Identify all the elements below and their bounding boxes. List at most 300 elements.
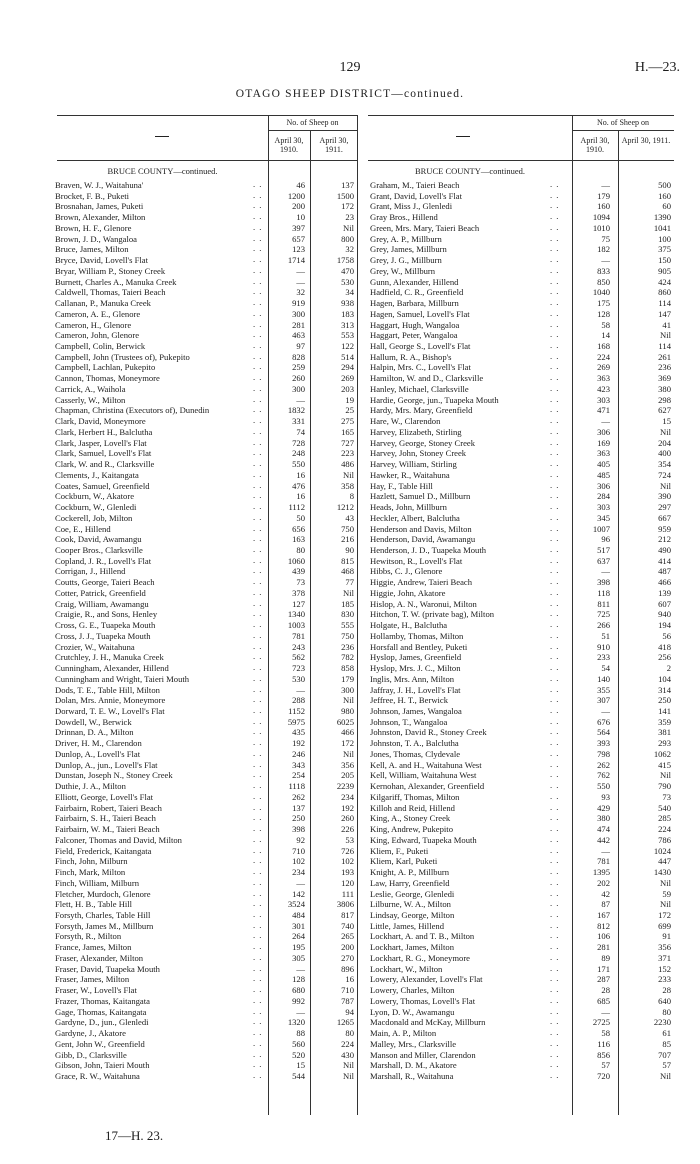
- leader-dots: . .: [253, 1070, 263, 1080]
- sheep-count-1910: 163: [292, 534, 305, 545]
- sheep-count-1910: 550: [597, 781, 610, 792]
- sheep-count-1910: 331: [292, 416, 305, 427]
- sheep-count-1911: 56: [662, 630, 671, 641]
- holder-name: Harvey, John, Stoney Creek: [370, 448, 467, 459]
- leader-dots: . .: [253, 264, 263, 275]
- table-row: [55, 320, 357, 330]
- holder-name: Kell, A. and H., Waitahuna West: [370, 759, 482, 770]
- holder-name: Harvey, William, Stirling: [370, 459, 457, 470]
- holder-name: Heads, John, Millburn: [370, 502, 447, 513]
- holder-name: Law, Harry, Greenfield: [370, 877, 450, 888]
- holder-name: Dorward, T. E. W., Lovell's Flat: [55, 706, 165, 716]
- sheep-count-1910: 398: [597, 577, 610, 588]
- leader-dots: . .: [253, 1048, 263, 1059]
- table-row: [55, 609, 357, 619]
- sheep-count-1911: 466: [341, 727, 354, 738]
- sheep-count-1911: Nil: [343, 748, 354, 759]
- sheep-count-1911: 1430: [653, 867, 671, 878]
- holder-name: Dowdell, W., Berwick: [55, 716, 132, 727]
- leader-dots: . .: [253, 651, 263, 662]
- sheep-count-1910: 306: [597, 480, 610, 491]
- sheep-count-1910: 1340: [287, 609, 305, 620]
- table-row: [55, 695, 357, 705]
- holder-name: Coutts, George, Taieri Beach: [55, 577, 155, 588]
- leader-dots: . .: [253, 586, 263, 597]
- sheep-count-1911: 707: [658, 1049, 671, 1060]
- leader-dots: . .: [253, 404, 263, 415]
- leader-dots: . .: [550, 221, 560, 232]
- sheep-count-1910: 811: [597, 598, 610, 609]
- leader-dots: . .: [550, 790, 560, 801]
- table-row: [370, 770, 674, 780]
- leader-dots: . .: [253, 672, 263, 683]
- header-col-1911-left: April 30, 1911.: [319, 136, 349, 154]
- sheep-count-1911: 858: [341, 663, 354, 674]
- table-row: [370, 1060, 674, 1070]
- sheep-count-1911: 256: [658, 652, 671, 663]
- leader-dots: . .: [550, 608, 560, 619]
- table-row: [55, 803, 357, 813]
- sheep-count-1910: 380: [597, 813, 610, 824]
- holder-name: Hislop, A. N., Waronui, Milton: [370, 598, 477, 609]
- leader-dots: . .: [550, 833, 560, 844]
- leader-dots: . .: [550, 994, 560, 1005]
- sheep-count-1911: 424: [658, 276, 671, 287]
- table-row: [370, 438, 674, 448]
- sheep-count-1910: 550: [292, 459, 305, 470]
- holder-name: Flett, H. B., Table Hill: [55, 899, 133, 910]
- holder-name: Cockerell, Job, Milton: [55, 512, 133, 523]
- sheep-count-1910: 233: [597, 652, 610, 663]
- leader-dots: . .: [253, 715, 263, 726]
- footer-reference: 17—H. 23.: [105, 1128, 164, 1143]
- sheep-count-1911: 3806: [336, 899, 354, 910]
- table-row: [55, 556, 357, 566]
- table-row: [55, 180, 357, 190]
- sheep-count-1910: 202: [597, 877, 610, 888]
- leader-dots: . .: [253, 468, 263, 479]
- holder-name: Clements, J., Kaitangata: [55, 469, 139, 480]
- header-sheep-group-right: No. of Sheep on: [597, 118, 649, 127]
- leader-dots: . .: [253, 994, 263, 1005]
- sheep-count-1911: 1062: [653, 748, 671, 759]
- sheep-count-1910: 15: [296, 1060, 305, 1071]
- sheep-count-1911: 23: [345, 212, 354, 223]
- sheep-count-1911: 710: [341, 985, 354, 996]
- table-row: [55, 234, 357, 244]
- holder-name: Brown, H. F., Glenore: [55, 222, 132, 233]
- leader-dots: . .: [550, 318, 560, 329]
- sheep-count-1911: 380: [658, 383, 671, 394]
- sheep-count-1910: 1395: [592, 867, 610, 878]
- table-row: [55, 534, 357, 544]
- leader-dots: . .: [550, 629, 560, 640]
- sheep-count-1911: 204: [658, 437, 671, 448]
- holder-name: Hibbs, C. J., Glenore: [370, 566, 443, 577]
- table-row: [370, 781, 674, 791]
- sheep-count-1911: 1390: [653, 212, 671, 223]
- leader-dots: . .: [253, 382, 263, 393]
- sheep-count-1910: 725: [597, 609, 610, 620]
- holder-name: Brown, J. D., Wangaloa: [55, 233, 137, 244]
- leader-dots: . .: [253, 200, 263, 211]
- table-row: [55, 964, 357, 974]
- table-row: [370, 309, 674, 319]
- holder-name: Leslie, George, Glenledi: [370, 888, 455, 899]
- region-heading-right: BRUCE COUNTY—continued.: [414, 166, 526, 176]
- leader-dots: . .: [550, 200, 560, 211]
- holder-name: Cross, G. E., Tuapeka Mouth: [55, 620, 156, 631]
- sheep-count-1910: 102: [292, 856, 305, 867]
- leader-dots: . .: [253, 275, 263, 286]
- holder-name: Clark, Samuel, Lovell's Flat: [55, 448, 152, 459]
- sheep-count-1911: 817: [341, 909, 354, 920]
- sheep-count-1910: 637: [597, 555, 610, 566]
- holder-name: Kernohan, Alexander, Greenfield: [370, 781, 485, 792]
- holder-name: Forsyth, Charles, Table Hill: [55, 909, 151, 920]
- leader-dots: . .: [550, 1037, 560, 1048]
- table-row: [370, 695, 674, 705]
- leader-dots: . .: [253, 1059, 263, 1070]
- table-row: [370, 824, 674, 834]
- leader-dots: . .: [253, 705, 263, 715]
- table-row: [370, 985, 674, 995]
- sheep-count-1911: 490: [658, 544, 671, 555]
- leader-dots: . .: [550, 468, 560, 479]
- leader-dots: . .: [253, 189, 263, 200]
- leader-dots: . .: [253, 232, 263, 243]
- sheep-count-1911: 667: [658, 512, 671, 523]
- leader-dots: . .: [253, 941, 263, 952]
- header-top-rule-right: [368, 115, 674, 116]
- sheep-count-1910: —: [296, 276, 305, 287]
- leader-dots: . .: [550, 823, 560, 834]
- holder-name: Fraser, David, Tuapeka Mouth: [55, 963, 160, 974]
- sheep-count-1910: 142: [292, 888, 305, 899]
- sheep-count-1910: 781: [292, 630, 305, 641]
- table-row: [370, 180, 674, 190]
- sheep-count-1911: 160: [658, 190, 671, 201]
- leader-dots: . .: [550, 597, 560, 608]
- holder-name: Dods, T. E., Table Hill, Milton: [55, 684, 160, 695]
- sheep-count-1910: 137: [292, 802, 305, 813]
- sheep-count-1911: 640: [658, 995, 671, 1006]
- sheep-count-1910: 88: [296, 1028, 305, 1039]
- table-row: [55, 588, 357, 598]
- holder-name: Brocket, F. B., Puketi: [55, 190, 130, 201]
- leader-dots: . .: [253, 297, 263, 308]
- table-row: [370, 706, 674, 716]
- leader-dots: . .: [550, 350, 560, 361]
- sheep-count-1910: 676: [597, 716, 610, 727]
- sheep-count-1910: 856: [597, 1049, 610, 1060]
- sheep-count-1910: —: [601, 706, 610, 716]
- sheep-count-1911: 261: [658, 351, 671, 362]
- table-row: [370, 974, 674, 984]
- sheep-count-1911: 28: [662, 985, 671, 996]
- sheep-count-1911: 91: [662, 931, 671, 942]
- sheep-count-1910: 833: [597, 265, 610, 276]
- sheep-count-1911: 555: [341, 620, 354, 631]
- sheep-count-1911: 782: [341, 652, 354, 663]
- leader-dots: . .: [550, 179, 560, 189]
- holder-name: Gray Bros., Hillend: [370, 212, 438, 223]
- table-row: [55, 287, 357, 297]
- table-row: [370, 513, 674, 523]
- leader-dots: . .: [253, 436, 263, 447]
- table-row: [55, 878, 357, 888]
- sheep-count-1910: 171: [597, 963, 610, 974]
- leader-dots: . .: [253, 425, 263, 436]
- sheep-count-1911: 90: [345, 544, 354, 555]
- holder-name: Malley, Mrs., Clarksville: [370, 1038, 457, 1049]
- leader-dots: . .: [253, 393, 263, 404]
- sheep-count-1911: 172: [658, 909, 671, 920]
- table-row: [370, 491, 674, 501]
- sheep-count-1911: 139: [658, 587, 671, 598]
- sheep-count-1911: Nil: [660, 770, 671, 781]
- leader-dots: . .: [550, 866, 560, 877]
- holder-name: Hall, George S., Lovell's Flat: [370, 341, 471, 352]
- sheep-count-1911: 2: [666, 663, 671, 674]
- table-row: [55, 277, 357, 287]
- leader-dots: . .: [253, 790, 263, 801]
- table-row: [55, 1017, 357, 1027]
- header-bottom-rule-right: [368, 160, 674, 161]
- holder-name: Jones, Thomas, Clydevale: [370, 748, 461, 759]
- sheep-count-1910: 118: [597, 587, 610, 598]
- sheep-count-1911: 236: [658, 362, 671, 373]
- table-row: [55, 341, 357, 351]
- sheep-count-1910: 1832: [287, 405, 305, 416]
- sheep-count-1911: 260: [341, 813, 354, 824]
- sheep-count-1910: 168: [597, 341, 610, 352]
- holder-name: Lockhart, A. and T. B., Milton: [370, 931, 475, 942]
- leader-dots: . .: [253, 726, 263, 737]
- leader-dots: . .: [550, 372, 560, 383]
- sheep-count-1910: 355: [597, 684, 610, 695]
- holder-name: Dunlop, A., Lovell's Flat: [55, 748, 141, 759]
- holder-name: Fletcher, Murdoch, Glenore: [55, 888, 151, 899]
- holder-name: Kliem, Karl, Puketi: [370, 856, 438, 867]
- table-row: [370, 405, 674, 415]
- holder-name: Campbell, Colin, Berwick: [55, 341, 146, 352]
- holder-name: Haggart, Peter, Wangaloa: [370, 330, 458, 341]
- sheep-count-1910: 544: [292, 1071, 305, 1081]
- table-row: [55, 996, 357, 1006]
- holder-name: Campbell, Lachlan, Pukepito: [55, 362, 156, 373]
- sheep-count-1910: 300: [292, 383, 305, 394]
- sheep-count-1910: 106: [597, 931, 610, 942]
- sheep-count-1910: 723: [292, 663, 305, 674]
- table-row: [55, 438, 357, 448]
- sheep-count-1910: 345: [597, 512, 610, 523]
- sheep-count-1911: 179: [341, 673, 354, 684]
- table-row: [55, 352, 357, 362]
- sheep-count-1911: 369: [658, 373, 671, 384]
- sheep-count-1910: 262: [292, 791, 305, 802]
- table-row: [370, 373, 674, 383]
- sheep-count-1910: 54: [601, 663, 610, 674]
- holder-name: Henderson and Davis, Milton: [370, 523, 472, 534]
- holder-name: Bryce, David, Lovell's Flat: [55, 255, 148, 266]
- table-row: [55, 405, 357, 415]
- table-row: [370, 545, 674, 555]
- sheep-count-1910: 560: [292, 1038, 305, 1049]
- sheep-count-1911: 294: [341, 362, 354, 373]
- table-row: [55, 1050, 357, 1060]
- sheep-count-1911: 8: [349, 491, 354, 502]
- sheep-count-1910: 1007: [592, 523, 610, 534]
- holder-name: Manson and Miller, Clarendon: [370, 1049, 476, 1060]
- holder-name: Grey, James, Millburn: [370, 244, 447, 255]
- holder-name: Johnston, David R., Stoney Creek: [370, 727, 487, 738]
- holder-name: Hyslop, James, Greenfield: [370, 652, 462, 663]
- table-row: [370, 427, 674, 437]
- table-row: [370, 556, 674, 566]
- leader-dots: . .: [550, 543, 560, 554]
- leader-dots: . .: [253, 737, 263, 748]
- table-row: [370, 277, 674, 287]
- sheep-count-1911: 726: [341, 845, 354, 856]
- sheep-count-1910: —: [601, 566, 610, 577]
- leader-dots: . .: [550, 908, 560, 919]
- table-row: [370, 942, 674, 952]
- sheep-count-1910: 224: [597, 351, 610, 362]
- sheep-count-1910: 798: [597, 748, 610, 759]
- sheep-count-1910: 1040: [592, 287, 610, 298]
- leader-dots: . .: [253, 919, 263, 930]
- sheep-count-1910: 175: [597, 298, 610, 309]
- leader-dots: . .: [550, 393, 560, 404]
- table-row: [370, 899, 674, 909]
- sheep-count-1911: Nil: [343, 469, 354, 480]
- holder-name: Coe, E., Hillend: [55, 523, 111, 534]
- leader-dots: . .: [550, 425, 560, 436]
- table-row: [370, 760, 674, 770]
- sheep-count-1910: 992: [292, 995, 305, 1006]
- table-row: [370, 1017, 674, 1027]
- leader-dots: . .: [253, 576, 263, 587]
- sheep-count-1910: 284: [597, 491, 610, 502]
- table-row: [55, 942, 357, 952]
- table-row: [55, 212, 357, 222]
- holder-name: Johnson, T., Wangaloa: [370, 716, 448, 727]
- sheep-count-1911: 2230: [653, 1017, 671, 1028]
- sheep-count-1911: 183: [341, 308, 354, 319]
- table-row: [55, 577, 357, 587]
- table-row: [370, 384, 674, 394]
- holder-name: Hardie, George, jun., Tuapeka Mouth: [370, 394, 499, 405]
- holder-name: Clark, Jasper, Lovell's Flat: [55, 437, 147, 448]
- table-row: [55, 1007, 357, 1017]
- sheep-count-1910: 169: [597, 437, 610, 448]
- holder-name: Higgie, Andrew, Taieri Beach: [370, 577, 473, 588]
- sheep-count-1911: 356: [341, 759, 354, 770]
- table-row: [370, 266, 674, 276]
- sheep-count-1911: 447: [658, 856, 671, 867]
- leader-dots: . .: [550, 436, 560, 447]
- table-row: [370, 481, 674, 491]
- leader-dots: . .: [550, 887, 560, 898]
- sheep-count-1910: 87: [601, 899, 610, 910]
- holder-name: Bryar, William P., Stoney Creek: [55, 265, 166, 276]
- sheep-count-1911: 172: [341, 738, 354, 749]
- sheep-count-1911: 194: [658, 620, 671, 631]
- leader-dots: . .: [253, 543, 263, 554]
- table-row: [370, 287, 674, 297]
- leader-dots: . .: [550, 898, 560, 909]
- leader-dots: . .: [550, 307, 560, 318]
- sheep-count-1911: 530: [341, 276, 354, 287]
- table-row: [55, 513, 357, 523]
- sheep-count-1910: 463: [292, 330, 305, 341]
- sheep-count-1910: 680: [292, 985, 305, 996]
- leader-dots: . .: [253, 951, 263, 962]
- leader-dots: . .: [253, 1016, 263, 1027]
- sheep-count-1910: 562: [292, 652, 305, 663]
- sheep-count-1910: 363: [597, 373, 610, 384]
- sheep-count-1911: 100: [658, 233, 671, 244]
- holder-name: Dunstan, Joseph N., Stoney Creek: [55, 770, 173, 781]
- holder-name: Clark, David, Moneymore: [55, 416, 146, 427]
- holder-name: Cockburn, W., Glenledi: [55, 502, 137, 513]
- leader-dots: . .: [550, 747, 560, 758]
- sheep-count-1911: Nil: [660, 480, 671, 491]
- holder-name: Dunlop, A., jun., Lovell's Flat: [55, 759, 158, 770]
- table-row: [55, 899, 357, 909]
- holder-name: Copland, J. R., Lovell's Flat: [55, 555, 152, 566]
- sheep-count-1911: 699: [658, 920, 671, 931]
- table-row: [370, 588, 674, 598]
- holder-name: Burnett, Charles A., Manuka Creek: [55, 276, 177, 287]
- holder-name: Cooper Bros., Clarksville: [55, 544, 143, 555]
- sheep-count-1911: 212: [658, 534, 671, 545]
- sheep-count-1910: 1060: [287, 555, 305, 566]
- table-row: [55, 738, 357, 748]
- table-row: [55, 770, 357, 780]
- sheep-count-1910: 32: [296, 287, 305, 298]
- leader-dots: . .: [550, 576, 560, 587]
- table-row: [370, 889, 674, 899]
- table-row: [370, 803, 674, 813]
- sheep-count-1910: 1010: [592, 222, 610, 233]
- sheep-count-1911: 34: [345, 287, 354, 298]
- sheep-count-1910: —: [296, 963, 305, 974]
- sheep-count-1910: 919: [292, 298, 305, 309]
- holder-name: Forsyth, R., Milton: [55, 931, 122, 942]
- holder-name: Main, A. P., Milton: [370, 1028, 437, 1039]
- sheep-count-1910: 3524: [287, 899, 305, 910]
- sheep-count-1911: 114: [658, 298, 671, 309]
- holder-name: Fairbairn, Robert, Taieri Beach: [55, 802, 162, 813]
- sheep-count-1911: Nil: [660, 877, 671, 888]
- sheep-count-1910: 5975: [287, 716, 305, 727]
- sheep-count-1911: 80: [345, 1028, 354, 1039]
- table-row: [55, 470, 357, 480]
- sheep-count-1910: 42: [601, 888, 610, 899]
- sheep-count-1911: 270: [341, 952, 354, 963]
- sheep-count-1911: 430: [341, 1049, 354, 1060]
- sheep-count-1911: 358: [341, 480, 354, 491]
- sheep-count-1910: 259: [292, 362, 305, 373]
- leader-dots: . .: [253, 533, 263, 544]
- sheep-count-1910: 343: [292, 759, 305, 770]
- sheep-count-1911: 61: [662, 1028, 671, 1039]
- table-row: [370, 341, 674, 351]
- sheep-count-1910: 10: [296, 212, 305, 223]
- table-row: [55, 631, 357, 641]
